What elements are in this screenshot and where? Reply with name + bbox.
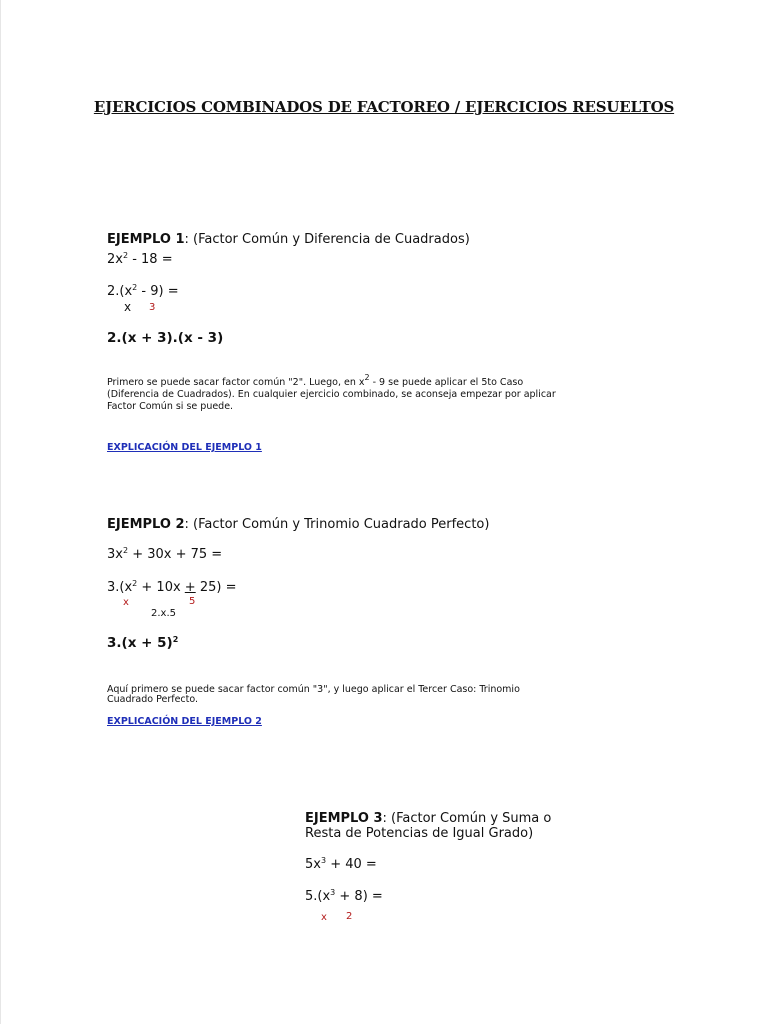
example-2-explanation-text: Aquí primero se puede sacar factor común "3", y luego aplicar el Tercer Caso: Trinomio Cuadrado Perfecto. (107, 684, 520, 705)
example-3-topic-line-2: Resta de Potencias de Igual Grado) (305, 826, 534, 841)
example-2-annotation-x: x (123, 597, 129, 608)
example-2-topic: : (Factor Común y Trinomio Cuadrado Perfecto) (184, 517, 490, 532)
example-1-expression: $2x^2 - 18$ = (107, 251, 173, 267)
example-1-explanation-link[interactable]: EXPLICACIÓN DEL EJEMPLO 1 (107, 442, 262, 453)
example-1-heading (107, 232, 470, 247)
example-2-annotation-value: 5 (189, 596, 196, 607)
example-3-topic-line-1: : (Factor Común y Suma o (382, 811, 552, 826)
example-3-annotation-x: x (321, 912, 327, 923)
example-1-annotation-value: 3 (149, 302, 156, 313)
example-2-result: $3.(x + 5)^2$ (107, 635, 179, 651)
example-2-heading (107, 517, 489, 532)
example-3-expression: $5x^3 + 40$ = (305, 856, 377, 872)
example-1-label: EJEMPLO 1 (107, 232, 185, 247)
example-2-explanation-link[interactable]: EXPLICACIÓN DEL EJEMPLO 2 (107, 716, 262, 727)
example-1-annotation-x: x (124, 300, 132, 314)
example-1-topic: : (Factor Común y Diferencia de Cuadrados) (184, 232, 470, 247)
example-2-annotation-middle: 2.x.5 (151, 608, 176, 619)
document-title: EJERCICIOS COMBINADOS DE FACTOREO / EJERCICIOS RESUELTOS (93, 98, 675, 116)
example-3-heading (305, 811, 551, 826)
example-1-result: 2.(x + 3).(x - 3) (107, 330, 224, 346)
example-1-explanation-text: Primero se puede sacar factor común "2". Luego, en $x^2 - 9$ se puede aplicar el 5to Caso (Diferencia de Cuadrados). En cualquier ejercicio combinado, se aconseja empezar por aplicar Factor Común si se puede. (107, 373, 556, 412)
example-2-step: $3.(x^2 + 10x + 25)$ = (107, 579, 237, 595)
example-2-label: EJEMPLO 2 (107, 517, 185, 532)
example-3-label: EJEMPLO 3 (305, 811, 383, 826)
example-3-step: $5.(x^3 + 8)$ = (305, 888, 383, 904)
example-3-annotation-value: 2 (346, 911, 353, 922)
example-2-expression: $3x^2 + 30x + 75$ = (107, 546, 223, 562)
example-1-step: $2.(x^2 - 9)$ = (107, 283, 179, 299)
